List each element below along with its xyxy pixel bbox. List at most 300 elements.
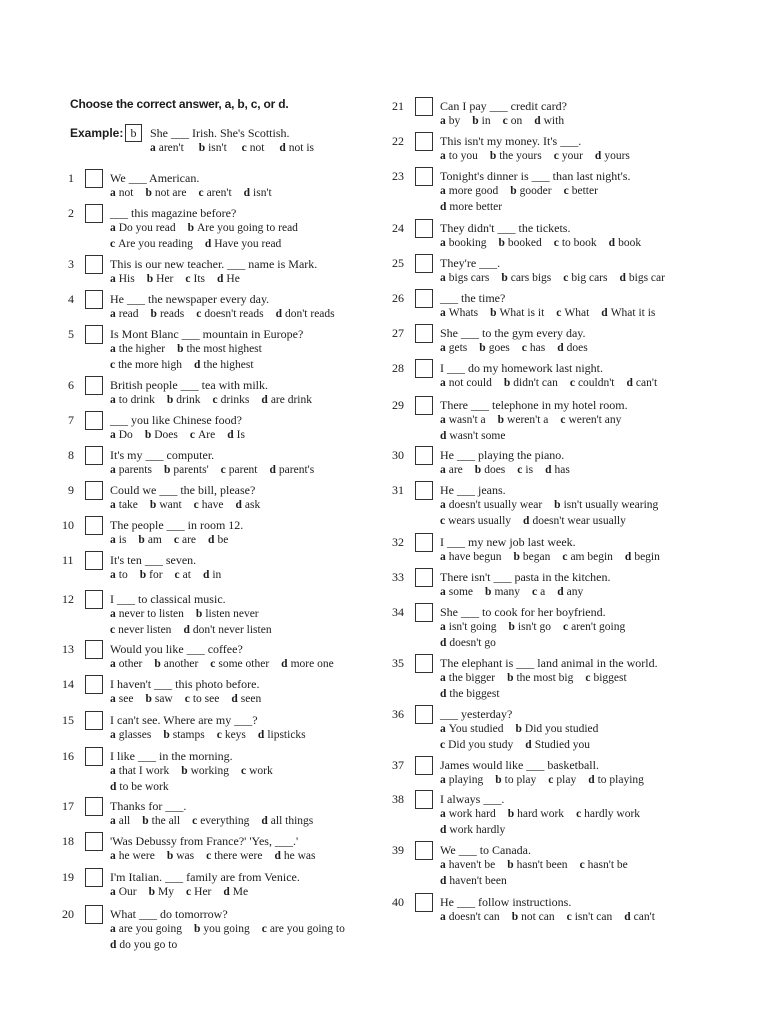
option-d[interactable]: [440, 875, 507, 887]
option-a[interactable]: [440, 499, 542, 511]
option-d[interactable]: [440, 688, 500, 700]
option-a[interactable]: [440, 586, 473, 598]
answer-box[interactable]: [415, 533, 433, 552]
option-letter: d: [235, 499, 242, 511]
option-c[interactable]: [440, 739, 513, 751]
option-c[interactable]: [192, 815, 249, 827]
answer-box[interactable]: [415, 481, 433, 500]
option-a[interactable]: [110, 343, 165, 355]
option-letter: a: [440, 672, 446, 684]
option-letter: a: [440, 774, 446, 786]
option-d[interactable]: [545, 464, 570, 476]
answer-box[interactable]: [85, 711, 103, 730]
option-c[interactable]: [564, 185, 598, 197]
option-a[interactable]: [440, 808, 496, 820]
option-letter: b: [510, 185, 517, 197]
option-d[interactable]: [624, 911, 655, 923]
option-a[interactable]: [440, 774, 483, 786]
option-a[interactable]: [440, 723, 504, 735]
option-text: not are: [154, 187, 187, 199]
option-b[interactable]: [145, 429, 178, 441]
option-a[interactable]: [440, 185, 498, 197]
option-d[interactable]: [440, 430, 505, 442]
option-b[interactable]: [513, 551, 550, 563]
option-c[interactable]: [206, 850, 262, 862]
options-line: [110, 815, 325, 827]
option-c[interactable]: [560, 414, 621, 426]
option-d[interactable]: [270, 464, 315, 476]
option-a[interactable]: [110, 464, 152, 476]
option-a[interactable]: [440, 307, 478, 319]
answer-box[interactable]: [415, 254, 433, 273]
answer-box[interactable]: [415, 219, 433, 238]
option-d[interactable]: [440, 824, 505, 836]
option-c[interactable]: [503, 115, 523, 127]
question-number: 9: [68, 483, 74, 497]
question-31: [392, 481, 700, 527]
question-stem: 'Was Debussy from France?' 'Yes, ___.': [110, 834, 299, 848]
option-c[interactable]: [194, 499, 224, 511]
answer-box[interactable]: [415, 756, 433, 775]
option-text: more better: [449, 201, 503, 213]
option-c[interactable]: [110, 359, 182, 371]
option-b[interactable]: [507, 672, 573, 684]
question-9: [70, 481, 370, 511]
question-number: 8: [68, 448, 74, 462]
option-c[interactable]: [440, 515, 511, 527]
option-text: parent: [228, 464, 258, 476]
option-b[interactable]: [509, 621, 551, 633]
option-a[interactable]: [440, 237, 486, 249]
option-b[interactable]: [510, 185, 551, 197]
option-b[interactable]: [194, 923, 250, 935]
option-a[interactable]: [110, 534, 126, 546]
option-letter: a: [150, 142, 156, 154]
option-letter: d: [110, 939, 117, 951]
option-a[interactable]: [440, 464, 463, 476]
answer-box[interactable]: [85, 905, 103, 924]
option-c[interactable]: [562, 551, 613, 563]
options-line: [110, 222, 310, 234]
option-a[interactable]: [110, 608, 184, 620]
option-d[interactable]: [244, 187, 272, 199]
option-a[interactable]: [440, 272, 489, 284]
option-text: Whats: [448, 307, 479, 319]
option-a[interactable]: [110, 429, 133, 441]
option-letter: c: [502, 115, 508, 127]
option-letter: d: [557, 586, 564, 598]
option-text: better: [571, 185, 598, 197]
option-d[interactable]: [231, 693, 261, 705]
option-b[interactable]: [163, 729, 204, 741]
option-b[interactable]: [188, 222, 298, 234]
option-letter: b: [513, 551, 520, 563]
option-b[interactable]: [516, 723, 599, 735]
option-letter: d: [261, 815, 268, 827]
option-b[interactable]: [140, 569, 163, 581]
option-b[interactable]: [151, 308, 185, 320]
option-text: the highest: [203, 359, 254, 371]
option-c[interactable]: [548, 774, 576, 786]
option-text: to: [118, 569, 128, 581]
option-a[interactable]: [110, 815, 130, 827]
option-text: Did you study: [448, 739, 514, 751]
option-c[interactable]: [185, 273, 205, 285]
option-a[interactable]: [440, 551, 501, 563]
option-letter: d: [243, 187, 251, 199]
option-c[interactable]: [210, 658, 269, 670]
question-stem: He ___ playing the piano.: [440, 448, 565, 462]
option-letter: c: [553, 150, 559, 162]
option-d[interactable]: [227, 429, 245, 441]
option-a[interactable]: [110, 850, 155, 862]
option-letter: c: [261, 923, 267, 935]
option-text: begin: [634, 551, 660, 563]
option-d[interactable]: [258, 729, 306, 741]
option-a[interactable]: [110, 187, 133, 199]
answer-box[interactable]: [85, 516, 103, 535]
option-d[interactable]: [440, 201, 502, 213]
option-letter: a: [110, 534, 116, 546]
options-line: [440, 688, 512, 700]
answer-box[interactable]: [415, 893, 433, 912]
answer-box[interactable]: [415, 289, 433, 308]
option-c[interactable]: [198, 187, 231, 199]
option-b[interactable]: [177, 343, 262, 355]
option-text: parents': [173, 464, 209, 476]
option-d[interactable]: [236, 499, 261, 511]
option-b[interactable]: [504, 377, 558, 389]
option-b[interactable]: [507, 859, 567, 871]
answer-box[interactable]: [85, 290, 103, 309]
option-d[interactable]: [261, 815, 313, 827]
option-d[interactable]: [557, 586, 583, 598]
option-letter: b: [507, 859, 514, 871]
answer-box[interactable]: [415, 603, 433, 622]
option-c[interactable]: [517, 464, 533, 476]
option-c[interactable]: [217, 729, 246, 741]
option-d[interactable]: [625, 551, 660, 563]
option-a[interactable]: [440, 377, 492, 389]
answer-box[interactable]: [415, 97, 433, 116]
answer-box[interactable]: [85, 868, 103, 887]
option-d[interactable]: [203, 569, 221, 581]
option-text: isn't can: [574, 911, 613, 923]
option-letter: d: [619, 272, 626, 284]
answer-box[interactable]: [415, 167, 433, 186]
answer-box[interactable]: [415, 654, 433, 673]
option-b[interactable]: [181, 765, 229, 777]
answer-box[interactable]: [85, 169, 103, 188]
option-a[interactable]: [110, 693, 133, 705]
option-c[interactable]: [196, 308, 263, 320]
option-d[interactable]: [601, 307, 655, 319]
option-b[interactable]: [145, 693, 172, 705]
option-text: on: [510, 115, 523, 127]
option-letter: b: [503, 377, 511, 389]
option-d[interactable]: [609, 237, 641, 249]
option-a[interactable]: [110, 394, 155, 406]
answer-box[interactable]: [415, 396, 433, 415]
option-c[interactable]: [213, 394, 250, 406]
option-letter: c: [196, 308, 202, 320]
answer-box[interactable]: [85, 446, 103, 465]
option-d[interactable]: [276, 308, 335, 320]
option-d[interactable]: [110, 781, 169, 793]
option-a[interactable]: [440, 342, 467, 354]
option-letter: d: [223, 886, 230, 898]
option-d[interactable]: [627, 377, 658, 389]
option-b[interactable]: [475, 464, 506, 476]
option-a[interactable]: [110, 886, 137, 898]
option-letter: d: [261, 394, 268, 406]
option-b[interactable]: [554, 499, 658, 511]
option-a[interactable]: [440, 911, 500, 923]
option-a[interactable]: [440, 414, 486, 426]
option-letter: d: [534, 115, 541, 127]
option-b[interactable]: [142, 815, 180, 827]
option-text: many: [494, 586, 520, 598]
option-a[interactable]: [110, 499, 138, 511]
answer-box[interactable]: [85, 675, 103, 694]
option-b[interactable]: [196, 608, 259, 620]
option-text: isn't: [253, 187, 272, 199]
option-b[interactable]: [508, 808, 564, 820]
option-letter: b: [163, 464, 171, 476]
option-a[interactable]: [110, 569, 128, 581]
option-a[interactable]: [110, 729, 151, 741]
option-letter: a: [110, 343, 116, 355]
option-text: the higher: [118, 343, 166, 355]
option-c[interactable]: [580, 859, 628, 871]
option-c[interactable]: [174, 534, 196, 546]
option-c[interactable]: [110, 624, 171, 636]
option-c[interactable]: [585, 672, 626, 684]
option-c[interactable]: [576, 808, 640, 820]
option-d[interactable]: [523, 515, 626, 527]
options-line: [110, 464, 326, 476]
option-letter: a: [440, 185, 446, 197]
option-text: bigs car: [628, 272, 665, 284]
option-b[interactable]: [167, 394, 201, 406]
answer-box[interactable]: [415, 359, 433, 378]
option-text: ask: [244, 499, 261, 511]
option-b[interactable]: [490, 307, 544, 319]
option-b[interactable]: [167, 850, 194, 862]
answer-box[interactable]: [415, 790, 433, 809]
option-text: have begun: [448, 551, 502, 563]
answer-box[interactable]: [415, 446, 433, 465]
option-d[interactable]: [534, 115, 564, 127]
option-c[interactable]: [554, 237, 597, 249]
option-a[interactable]: [440, 621, 497, 633]
answer-box[interactable]: [85, 832, 103, 851]
answer-box[interactable]: [85, 376, 103, 395]
option-b[interactable]: [145, 187, 186, 199]
option-letter: a: [440, 115, 446, 127]
question-number: 13: [62, 642, 74, 656]
question-stem: ___ the time?: [440, 291, 506, 305]
answer-box[interactable]: [85, 640, 103, 659]
option-b[interactable]: [149, 886, 174, 898]
option-a[interactable]: [110, 658, 142, 670]
answer-box[interactable]: [415, 324, 433, 343]
option-a[interactable]: [110, 923, 182, 935]
options-line: [440, 774, 656, 786]
option-d[interactable]: [217, 273, 240, 285]
option-b[interactable]: [150, 499, 182, 511]
option-letter: c: [566, 911, 572, 923]
option-text: booking: [448, 237, 487, 249]
option-letter: b: [489, 150, 497, 162]
option-a[interactable]: [110, 222, 176, 234]
option-d[interactable]: [194, 359, 254, 371]
option-d[interactable]: [223, 886, 248, 898]
option-letter: b: [511, 911, 519, 923]
option-letter: b: [472, 115, 479, 127]
question-number: 15: [62, 713, 74, 727]
option-letter: a: [440, 237, 446, 249]
option-c[interactable]: [175, 569, 191, 581]
option-text: play: [556, 774, 577, 786]
question-40: [392, 893, 700, 923]
option-a[interactable]: [440, 115, 460, 127]
option-d[interactable]: [588, 774, 644, 786]
option-c[interactable]: [554, 150, 583, 162]
answer-box[interactable]: [85, 481, 103, 500]
option-c[interactable]: [532, 586, 545, 598]
answer-box[interactable]: [85, 797, 103, 816]
option-b[interactable]: [495, 774, 536, 786]
option-c[interactable]: [241, 765, 273, 777]
option-a[interactable]: [110, 273, 135, 285]
options-line: [440, 237, 653, 249]
option-d[interactable]: [208, 534, 228, 546]
option-c[interactable]: [563, 272, 607, 284]
option-letter: b: [146, 273, 154, 285]
option-b[interactable]: [472, 115, 490, 127]
option-letter: d: [275, 308, 282, 320]
answer-box[interactable]: [415, 705, 433, 724]
option-letter: c: [241, 142, 247, 154]
option-c[interactable]: [110, 238, 193, 250]
options-line: [110, 658, 346, 670]
option-b[interactable]: [485, 586, 520, 598]
options-line: [440, 115, 576, 127]
question-33: [392, 568, 700, 598]
option-letter: b: [485, 586, 492, 598]
answer-box[interactable]: [85, 411, 103, 430]
option-c[interactable]: [556, 307, 589, 319]
option-letter: b: [508, 621, 515, 633]
option-d[interactable]: [261, 394, 312, 406]
option-d[interactable]: [110, 939, 177, 951]
option-b[interactable]: [498, 414, 549, 426]
options-line: [110, 187, 284, 199]
answer-box[interactable]: [85, 590, 103, 609]
option-text: Do you read: [118, 222, 176, 234]
answer-box[interactable]: [85, 551, 103, 570]
option-text: he was: [283, 850, 316, 862]
option-b[interactable]: [498, 237, 541, 249]
question-stem: They're ___.: [440, 256, 501, 270]
option-text: there were: [214, 850, 263, 862]
option-d[interactable]: [619, 272, 665, 284]
option-text: everything: [200, 815, 250, 827]
option-text: to play: [504, 774, 537, 786]
option-text: does: [484, 464, 506, 476]
option-text: doesn't go: [449, 637, 496, 649]
option-b[interactable]: [164, 464, 209, 476]
option-c[interactable]: [522, 342, 545, 354]
option-c[interactable]: [570, 377, 615, 389]
answer-box[interactable]: [85, 325, 103, 344]
option-letter: c: [210, 658, 216, 670]
option-d[interactable]: [281, 658, 334, 670]
option-letter: c: [184, 693, 190, 705]
option-b[interactable]: [479, 342, 510, 354]
answer-box[interactable]: [85, 204, 103, 223]
option-d[interactable]: [595, 150, 630, 162]
option-d[interactable]: [557, 342, 588, 354]
option-c[interactable]: [186, 886, 211, 898]
answer-box[interactable]: [85, 747, 103, 766]
option-c[interactable]: [185, 693, 220, 705]
option-c[interactable]: [563, 621, 625, 633]
option-b[interactable]: [512, 911, 555, 923]
option-d[interactable]: [183, 624, 271, 636]
option-letter: d: [588, 774, 595, 786]
option-text: reads: [159, 308, 185, 320]
option-c[interactable]: [262, 923, 345, 935]
option-a[interactable]: [110, 308, 139, 320]
answer-box[interactable]: [415, 841, 433, 860]
option-b[interactable]: [490, 150, 542, 162]
option-b[interactable]: [154, 658, 198, 670]
option-letter: c: [585, 672, 591, 684]
option-d[interactable]: [274, 850, 315, 862]
option-b[interactable]: [147, 273, 174, 285]
question-stem: I ___ to classical music.: [110, 592, 226, 606]
options-line: [440, 272, 677, 284]
option-c[interactable]: [567, 911, 613, 923]
question-number: 19: [62, 870, 74, 884]
option-a[interactable]: [440, 672, 495, 684]
option-b[interactable]: [501, 272, 551, 284]
option-a[interactable]: [110, 765, 169, 777]
answer-box[interactable]: [415, 132, 433, 151]
answer-box[interactable]: [85, 255, 103, 274]
option-d[interactable]: [440, 637, 496, 649]
answer-box[interactable]: [415, 568, 433, 587]
question-stem: British people ___ tea with milk.: [110, 378, 268, 392]
option-c[interactable]: [221, 464, 258, 476]
option-c[interactable]: [190, 429, 215, 441]
option-d[interactable]: [205, 238, 281, 250]
option-text: big cars: [571, 272, 608, 284]
option-letter: c: [189, 429, 195, 441]
option-d[interactable]: [525, 739, 590, 751]
option-letter: d: [231, 693, 238, 705]
option-a[interactable]: [440, 859, 495, 871]
option-letter: d: [440, 201, 447, 213]
options-line: [440, 342, 600, 354]
option-text: some: [448, 586, 474, 598]
option-letter: c: [220, 464, 226, 476]
option-a[interactable]: [440, 150, 478, 162]
option-text: your: [561, 150, 583, 162]
option-b[interactable]: [138, 534, 161, 546]
